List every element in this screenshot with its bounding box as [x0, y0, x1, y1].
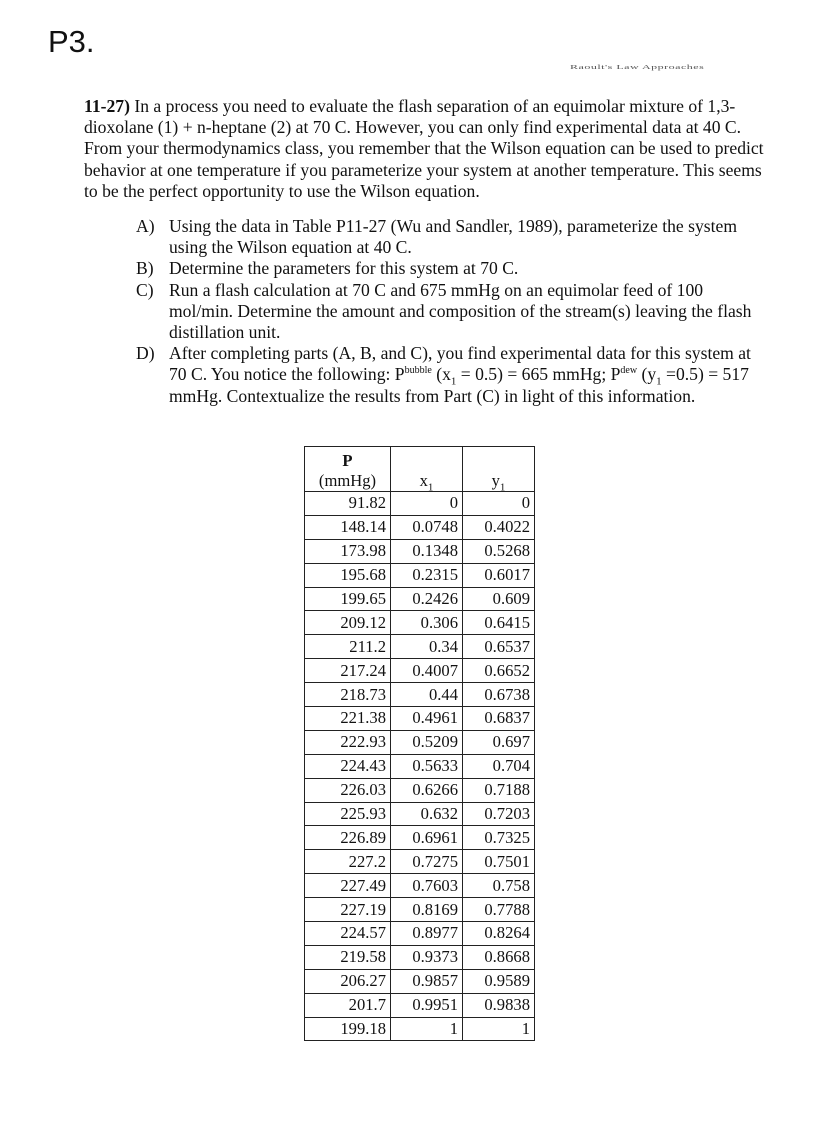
table-row — [305, 945, 535, 969]
cell-x1: 1 — [391, 1017, 463, 1041]
table-header-row — [305, 447, 535, 492]
cell-pressure: 148.14 — [305, 515, 391, 539]
cell-y1: 0.9589 — [463, 969, 535, 993]
cell-x1: 0.8169 — [391, 898, 463, 922]
table-row — [305, 587, 535, 611]
problem-text: In a process you need to evaluate the flash separation of an equimolar mixture of 1,3-dioxolane (1) + n-heptane (2) at 70 C. However, you can only find experimental data at 40 C. From your thermodynamics class, you remember that the Wilson equation can be used to predict behavior at one temperature if you parameterize your system at another temperature. This seems to be the perfect opportunity to use the Wilson equation. — [84, 96, 764, 201]
cell-x1: 0.2426 — [391, 587, 463, 611]
cell-x1: 0.8977 — [391, 922, 463, 946]
table-row — [305, 659, 535, 683]
table-row — [305, 778, 535, 802]
table-row — [305, 969, 535, 993]
part-letter: C) — [136, 279, 154, 300]
table-body — [305, 492, 535, 1041]
page-label: P3. — [48, 24, 95, 59]
header-x1: $x_1$ — [391, 447, 463, 492]
part-text: After completing parts (A, B, and C), you find experimental data for this system at 70 C. You notice the following: $P^{bubble}$ $(x_1 = 0.5) = 665$ mmHg; $P^{dew}$ $(y_1 =0.5) = 517$ mmHg. Contextualize the results from Part (C) in light of this information. — [169, 343, 751, 406]
cell-pressure: 226.03 — [305, 778, 391, 802]
cell-pressure: 195.68 — [305, 563, 391, 587]
cell-pressure: 225.93 — [305, 802, 391, 826]
part-letter: B) — [136, 258, 154, 279]
cell-x1: 0.4007 — [391, 659, 463, 683]
cell-x1: 0.5209 — [391, 730, 463, 754]
cell-pressure: 211.2 — [305, 635, 391, 659]
cell-x1: 0.44 — [391, 683, 463, 707]
part-a — [136, 216, 756, 258]
cell-x1: 0.9951 — [391, 993, 463, 1017]
cell-y1: 0.7325 — [463, 826, 535, 850]
table-row — [305, 563, 535, 587]
table-row — [305, 802, 535, 826]
cell-y1: 0.6017 — [463, 563, 535, 587]
cell-x1: 0.6961 — [391, 826, 463, 850]
cell-x1: 0.632 — [391, 802, 463, 826]
problem-parts-list — [136, 216, 756, 407]
table-row — [305, 850, 535, 874]
cell-y1: 0.6652 — [463, 659, 535, 683]
cell-y1: 0.5268 — [463, 539, 535, 563]
cell-y1: 0.8668 — [463, 945, 535, 969]
cell-x1: 0.6266 — [391, 778, 463, 802]
table-row — [305, 874, 535, 898]
table-row — [305, 635, 535, 659]
cell-x1: 0.2315 — [391, 563, 463, 587]
part-letter: A) — [136, 216, 155, 236]
cell-y1: 0.8264 — [463, 922, 535, 946]
part-b — [136, 258, 756, 279]
cell-x1: 0.7603 — [391, 874, 463, 898]
cell-pressure: 224.43 — [305, 754, 391, 778]
cell-y1: 0.6738 — [463, 683, 535, 707]
cell-pressure: 222.93 — [305, 730, 391, 754]
cell-y1: 0.697 — [463, 730, 535, 754]
table-row — [305, 492, 535, 516]
cell-x1: 0.306 — [391, 611, 463, 635]
cell-y1: 0.4022 — [463, 515, 535, 539]
cell-pressure: 217.24 — [305, 659, 391, 683]
cell-y1: 0.9838 — [463, 993, 535, 1017]
table-row — [305, 826, 535, 850]
table-row — [305, 1017, 535, 1041]
problem-statement — [84, 96, 764, 202]
cell-x1: 0.9373 — [391, 945, 463, 969]
cell-y1: 1 — [463, 1017, 535, 1041]
table-row — [305, 898, 535, 922]
cell-pressure: 199.18 — [305, 1017, 391, 1041]
table-row — [305, 707, 535, 731]
cell-y1: 0.7788 — [463, 898, 535, 922]
table-row — [305, 922, 535, 946]
problem-number: 11-27) — [84, 96, 130, 116]
part-letter: D) — [136, 343, 155, 364]
header-y1: $y_1$ — [463, 447, 535, 492]
table-row — [305, 611, 535, 635]
table-row — [305, 754, 535, 778]
cell-pressure: 224.57 — [305, 922, 391, 946]
cell-pressure: 91.82 — [305, 492, 391, 516]
cell-y1: 0.758 — [463, 874, 535, 898]
table-row — [305, 730, 535, 754]
cell-x1: 0.4961 — [391, 707, 463, 731]
cell-y1: 0.609 — [463, 587, 535, 611]
table-row — [305, 539, 535, 563]
cell-x1: 0 — [391, 492, 463, 516]
cell-pressure: 226.89 — [305, 826, 391, 850]
part-d — [136, 343, 756, 407]
running-header: Raoult's Law Approaches — [570, 63, 705, 71]
cell-y1: 0.7501 — [463, 850, 535, 874]
table-row — [305, 683, 535, 707]
cell-x1: 0.1348 — [391, 539, 463, 563]
cell-pressure: 209.12 — [305, 611, 391, 635]
cell-x1: 0.34 — [391, 635, 463, 659]
cell-pressure: 201.7 — [305, 993, 391, 1017]
cell-y1: 0.6415 — [463, 611, 535, 635]
cell-pressure: 173.98 — [305, 539, 391, 563]
vle-data-table — [304, 446, 535, 1041]
cell-y1: 0.6837 — [463, 707, 535, 731]
part-c — [136, 280, 756, 344]
cell-pressure: 219.58 — [305, 945, 391, 969]
part-text: Determine the parameters for this system at 70 C. — [169, 258, 519, 279]
cell-pressure: 199.65 — [305, 587, 391, 611]
cell-y1: 0.7188 — [463, 778, 535, 802]
cell-pressure: 218.73 — [305, 683, 391, 707]
cell-y1: 0 — [463, 492, 535, 516]
cell-pressure: 227.19 — [305, 898, 391, 922]
cell-x1: 0.7275 — [391, 850, 463, 874]
cell-y1: 0.6537 — [463, 635, 535, 659]
cell-x1: 0.5633 — [391, 754, 463, 778]
cell-pressure: 206.27 — [305, 969, 391, 993]
table-row — [305, 993, 535, 1017]
part-text: Using the data in Table P11-27 (Wu and Sandler, 1989), parameterize the system using the Wilson equation at 40 C. — [169, 216, 738, 258]
part-text: Run a flash calculation at 70 C and 675 mmHg on an equimolar feed of 100 mol/min. Determine the amount and composition of the stream(s) leaving the flash distillation unit. — [169, 279, 752, 343]
cell-y1: 0.7203 — [463, 802, 535, 826]
cell-x1: 0.9857 — [391, 969, 463, 993]
cell-pressure: 221.38 — [305, 707, 391, 731]
cell-pressure: 227.49 — [305, 874, 391, 898]
cell-y1: 0.704 — [463, 754, 535, 778]
cell-x1: 0.0748 — [391, 515, 463, 539]
cell-pressure: 227.2 — [305, 850, 391, 874]
table-row — [305, 515, 535, 539]
header-pressure: P (mmHg) — [305, 447, 391, 492]
